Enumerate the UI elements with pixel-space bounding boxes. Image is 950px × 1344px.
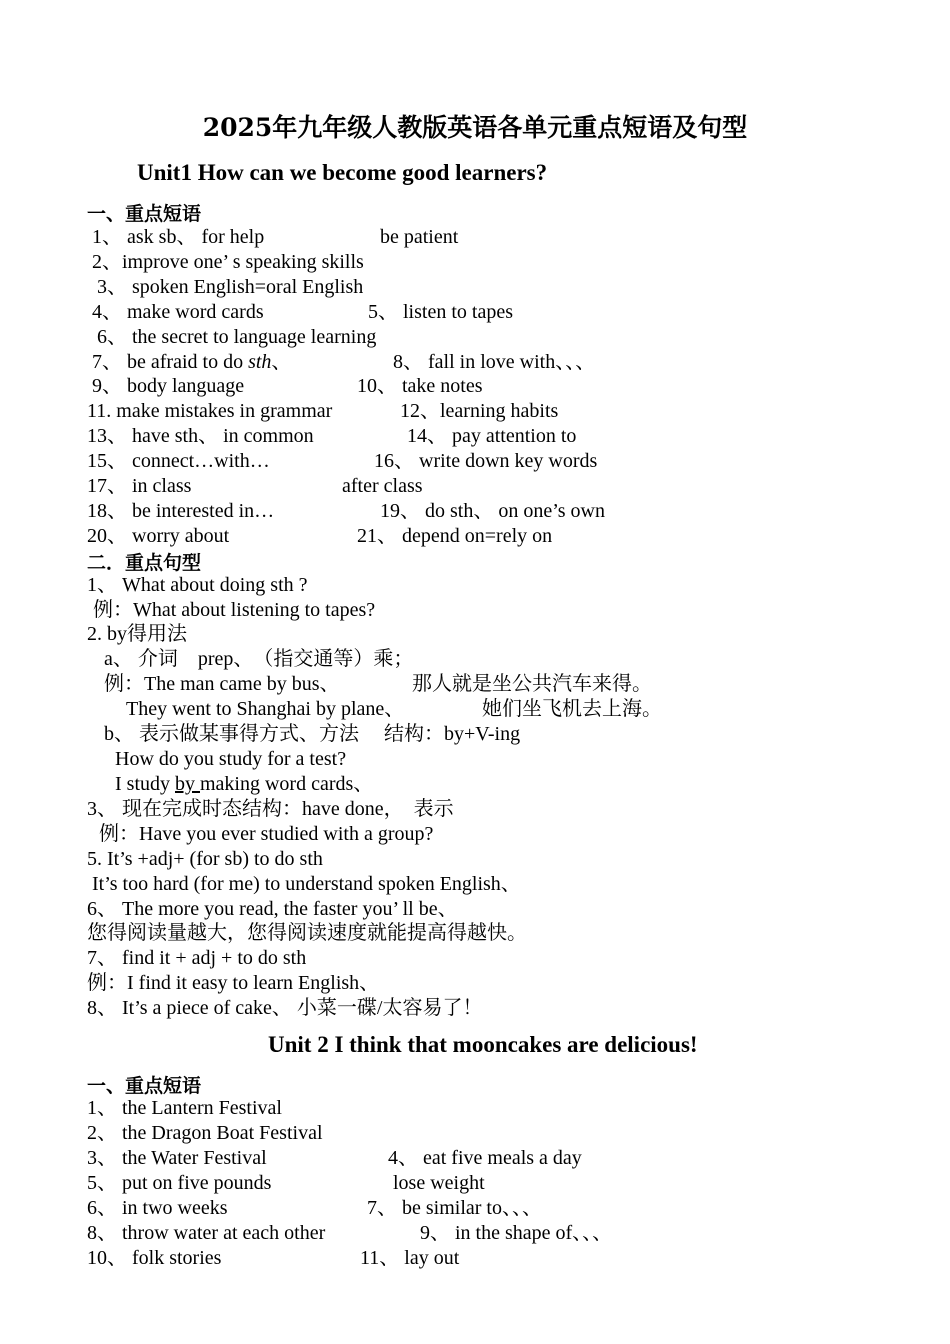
phrase-item: 6、 in two weeks [87,1197,228,1219]
phrase-item: 8、 throw water at each other [87,1222,326,1244]
phrase-item: 5、 put on five pounds [87,1172,272,1194]
pattern-line: 那人就是坐公共汽车来得。 [412,673,652,695]
phrase-item: 18、 be interested in… [87,500,275,522]
document-title: 2025年九年级人教版英语各单元重点短语及句型 [202,113,748,142]
phrase-item: 12、learning habits [400,400,559,422]
pattern-line: 您得阅读量越大，您得阅读速度就能提高得越快。 [87,922,527,944]
pattern-line: 5. It’s +adj+ (for sb) to do sth [87,848,323,870]
phrase-item: 9、 body language [92,375,245,397]
pattern-line: 8、 It’s a piece of cake、 小菜一碟/太容易了！ [87,997,483,1019]
phrase-item: lose weight [393,1172,485,1194]
pattern-line: It’s too hard (for me) to understand spoken English、 [92,873,521,895]
unit1-phrases-heading: 一、重点短语 [87,203,202,225]
phrase-item: 3、 the Water Festival [87,1147,267,1169]
phrase-italic-text: sth [248,351,272,373]
pattern-line: How do you study for a test? [115,748,347,770]
phrase-text: 7、 be afraid to do [92,351,249,373]
pattern-line: 7、 find it + adj + to do sth [87,947,307,969]
phrase-item: 5、 listen to tapes [368,301,513,323]
pattern-line: 2. by得用法 [87,623,187,645]
phrase-item: 3、 spoken English=oral English [97,276,364,298]
phrase-item: 11、 lay out [360,1247,460,1269]
phrase-item: 17、 in class [87,475,192,497]
phrase-item: 7、 be similar to、、、 [367,1197,542,1219]
underlined-word: by [175,773,200,795]
pattern-line: 1、 What about doing sth ? [87,574,308,596]
phrase-item: 2、improve one’ s speaking skills [92,251,364,273]
phrase-item: 20、 worry about [87,525,230,547]
phrase-item: be patient [380,226,459,248]
phrase-item: 15、 connect…with… [87,450,270,472]
phrase-text: 、 [271,351,292,373]
phrase-item: 6、 the secret to language learning [97,326,377,348]
pattern-line: 她们坐飞机去上海。 [482,698,662,720]
phrase-item: 16、 write down key words [374,450,598,472]
pattern-line: 例：What about listening to tapes? [93,599,376,621]
phrase-item: 14、 pay attention to [407,425,577,447]
phrase-item: 10、 take notes [357,375,483,397]
phrase-item: 8、 fall in love with、、、 [393,351,596,373]
unit1-patterns-heading: 二．重点句型 [87,552,202,574]
phrase-item: 13、 have sth、 in common [87,425,314,447]
phrase-item: 21、 depend on=rely on [357,525,553,547]
phrase-item: 1、 the Lantern Festival [87,1097,282,1119]
pattern-line [115,772,373,796]
pattern-line: They went to Shanghai by plane、 [126,698,405,720]
phrase-item: 1、 ask sb、 for help [92,226,265,248]
phrase-item: 4、 make word cards [92,301,264,323]
unit2-phrases-heading: 一、重点短语 [87,1075,202,1097]
phrase-item: 10、 folk stories [87,1247,222,1269]
phrase-item: 19、 do sth、 on one’s own [380,500,605,522]
pattern-line: a、 介词 prep、 （指交通等）乘； [104,648,414,670]
phrase-item: after class [342,475,423,497]
phrase-item: 11. make mistakes in grammar [87,400,333,422]
pattern-line: 例：The man came by bus、 [104,673,340,695]
pattern-line: 6、 The more you read, the faster you’ ll be、 [87,898,458,920]
phrase-item [92,350,291,374]
unit2-heading: Unit 2 I think that mooncakes are delicious! [268,1032,698,1057]
pattern-line: 例：Have you ever studied with a group? [99,823,434,845]
pattern-text: making word cards、 [200,773,374,795]
pattern-text: I study [115,773,175,795]
phrase-item: 2、 the Dragon Boat Festival [87,1122,323,1144]
pattern-line: 3、 现在完成时态结构：have done， 表示 [87,798,454,820]
pattern-line: 例：I find it easy to learn English、 [87,972,380,994]
phrase-item: 9、 in the shape of、、、 [420,1222,613,1244]
phrase-item: 4、 eat five meals a day [388,1147,582,1169]
pattern-line: b、 表示做某事得方式、方法 结构：by+V-ing [104,723,521,745]
unit1-heading: Unit1 How can we become good learners? [137,160,548,185]
